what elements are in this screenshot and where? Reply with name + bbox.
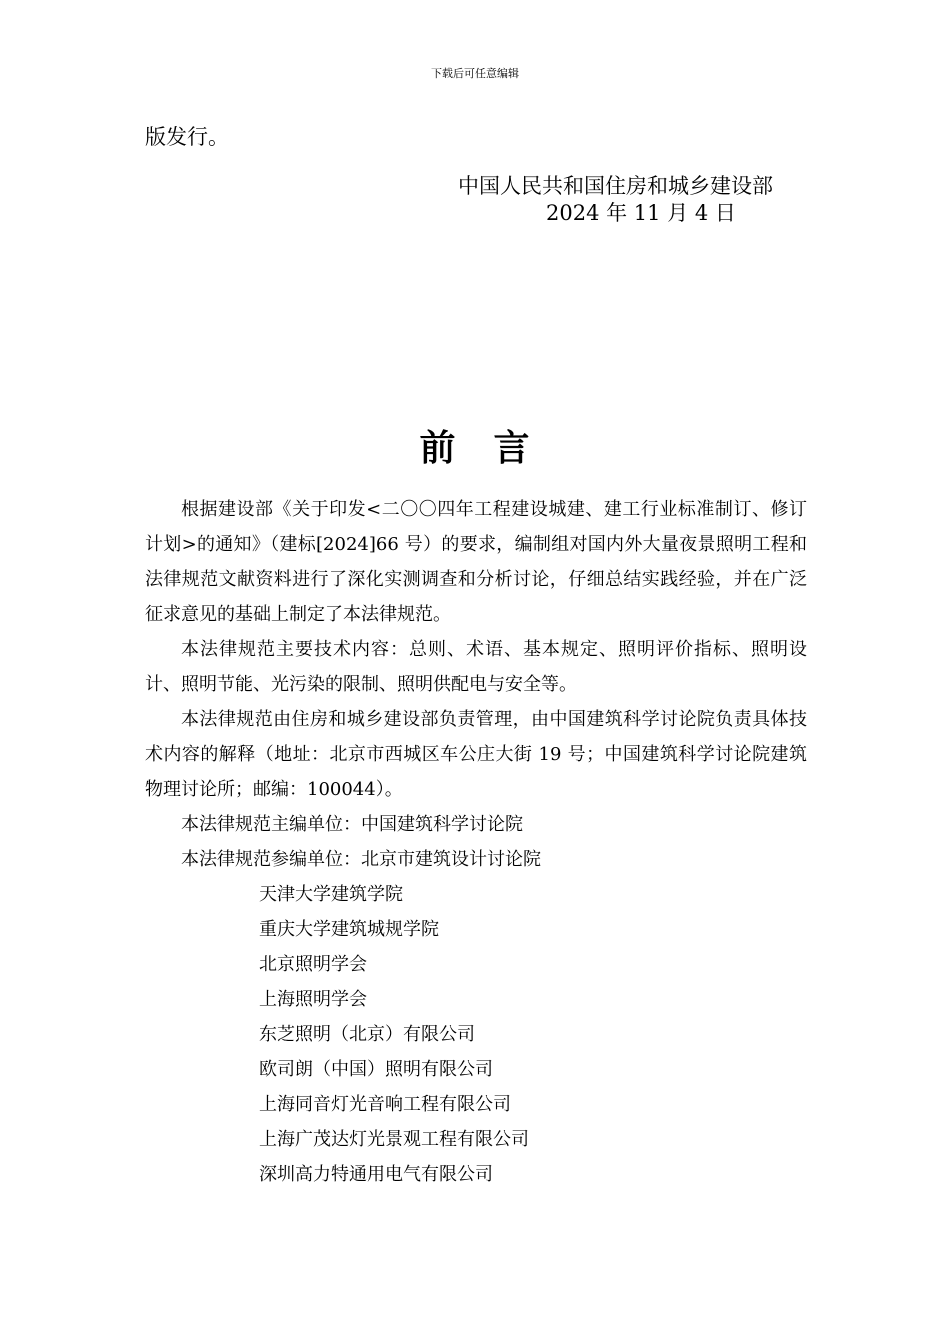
preface-body	[145, 492, 807, 1192]
signature-date: 2024 年 11 月 4 日	[546, 201, 736, 225]
preface-paragraph: 本法律规范主要技术内容：总则、术语、基本规定、照明评价指标、照明设计、照明节能、光污染的限制、照明供配电与安全等。	[145, 639, 807, 695]
page-header-note: 下载后可任意编辑	[431, 67, 519, 80]
continuation-text: 版发行。	[145, 125, 229, 149]
preface-title: 前 言	[419, 427, 531, 469]
participating-unit: 北京照明学会	[259, 954, 367, 975]
participating-units-heading: 本法律规范参编单位：北京市建筑设计讨论院	[181, 849, 541, 870]
participating-units-list	[145, 877, 807, 1192]
signature-organization: 中国人民共和国住房和城乡建设部	[458, 174, 773, 198]
participating-unit: 天津大学建筑学院	[259, 884, 403, 905]
participating-unit: 重庆大学建筑城规学院	[259, 919, 439, 940]
participating-unit: 上海照明学会	[259, 989, 367, 1010]
participating-unit: 上海广茂达灯光景观工程有限公司	[259, 1129, 529, 1150]
chief-editing-unit: 本法律规范主编单位：中国建筑科学讨论院	[181, 814, 523, 835]
participating-unit: 深圳高力特通用电气有限公司	[259, 1164, 493, 1185]
preface-paragraph: 本法律规范由住房和城乡建设部负责管理，由中国建筑科学讨论院负责具体技术内容的解释（地址：北京市西城区车公庄大街 19 号；中国建筑科学讨论院建筑物理讨论所；邮编：100044）。	[145, 709, 807, 800]
participating-unit: 欧司朗（中国）照明有限公司	[259, 1059, 493, 1080]
preface-paragraph: 根据建设部《关于印发<二〇〇四年工程建设城建、建工行业标准制订、修订计划>的通知》（建标[2024]66 号）的要求，编制组对国内外大量夜景照明工程和法律规范文献资料进行了深化实测调查和分析讨论，仔细总结实践经验，并在广泛征求意见的基础上制定了本法律规范。	[145, 499, 807, 625]
participating-unit: 上海同音灯光音响工程有限公司	[259, 1094, 511, 1115]
participating-unit: 东芝照明（北京）有限公司	[259, 1024, 475, 1045]
